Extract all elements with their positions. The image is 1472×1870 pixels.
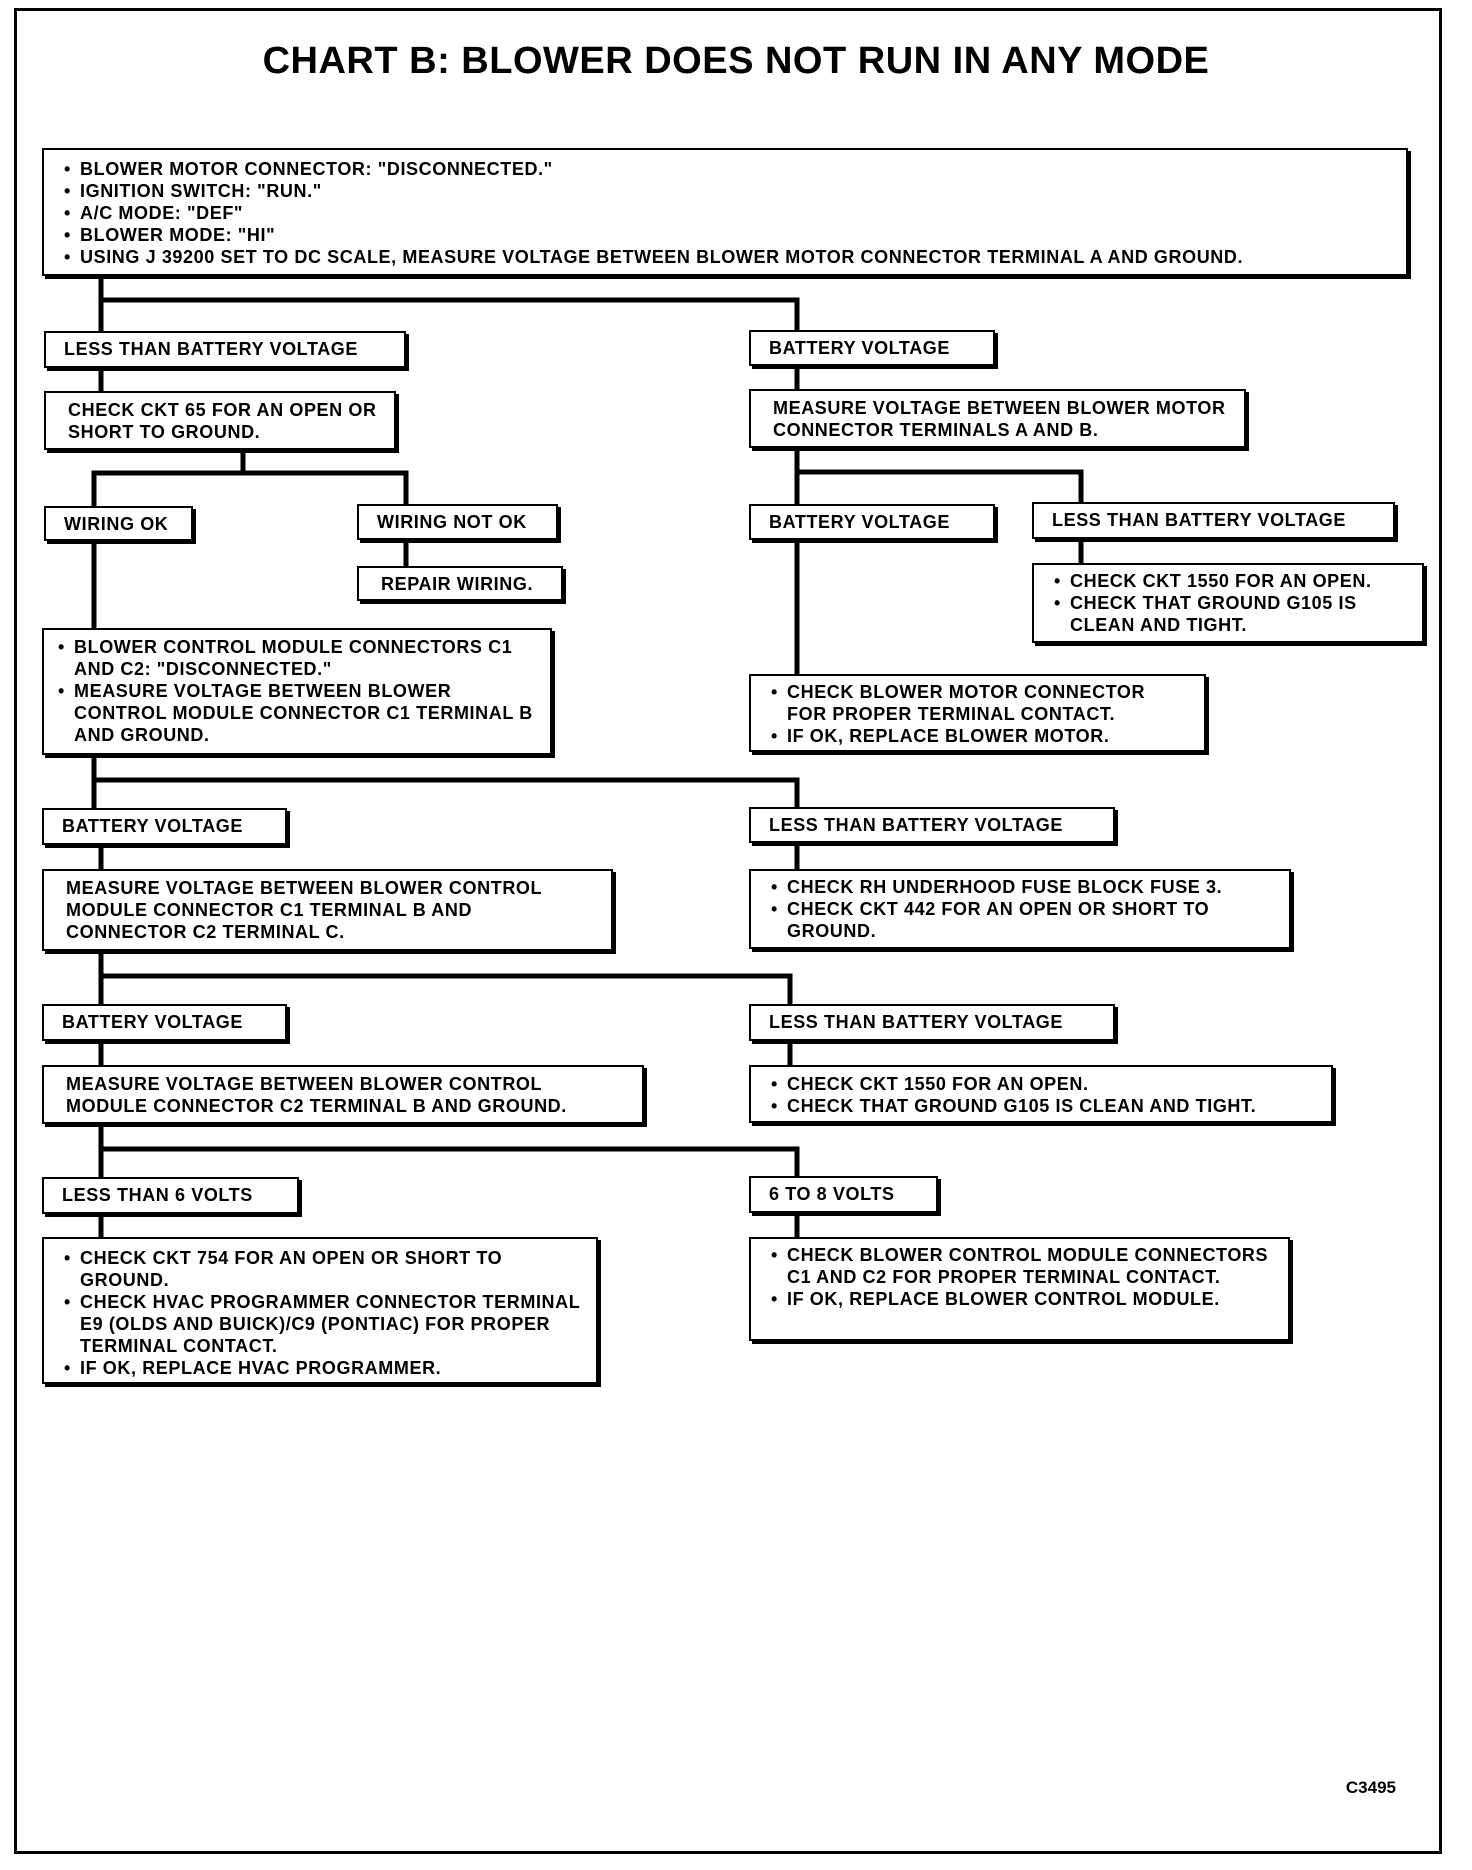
blower-module-connectors-box	[42, 628, 552, 755]
check-blower-module-box	[749, 1237, 1290, 1341]
less-than-battery-voltage-label: LESS THAN BATTERY VOLTAGE	[749, 807, 1115, 843]
start-item: • IGNITION SWITCH: "RUN."	[64, 180, 1392, 202]
step-item: • CHECK HVAC PROGRAMMER CONNECTOR TERMINAL E9 (OLDS AND BUICK)/C9 (PONTIAC) FOR PROPER TERMINAL CONTACT.	[64, 1291, 582, 1357]
measure-c1-c2-box: MEASURE VOLTAGE BETWEEN BLOWER CONTROL MODULE CONNECTOR C1 TERMINAL B AND CONNECTOR C2 TERMINAL C.	[42, 869, 613, 951]
start-box	[42, 148, 1408, 276]
step-item: • MEASURE VOLTAGE BETWEEN BLOWER CONTROL MODULE CONNECTOR C1 TERMINAL B AND GROUND.	[58, 680, 536, 746]
6-to-8-volts-label: 6 TO 8 VOLTS	[749, 1176, 938, 1213]
wiring-not-ok-label: WIRING NOT OK	[357, 504, 558, 540]
step-item: • BLOWER CONTROL MODULE CONNECTORS C1 AND C2: "DISCONNECTED."	[58, 636, 536, 680]
step-item: • CHECK CKT 1550 FOR AN OPEN.	[1054, 570, 1408, 592]
chart-title: CHART B: BLOWER DOES NOT RUN IN ANY MODE	[262, 40, 1210, 82]
less-than-battery-voltage-label: LESS THAN BATTERY VOLTAGE	[749, 1004, 1115, 1041]
step-item: • CHECK RH UNDERHOOD FUSE BLOCK FUSE 3.	[771, 876, 1275, 898]
start-item: • BLOWER MOTOR CONNECTOR: "DISCONNECTED."	[64, 158, 1392, 180]
step-item: • CHECK CKT 442 FOR AN OPEN OR SHORT TO GROUND.	[771, 898, 1275, 942]
start-item: • USING J 39200 SET TO DC SCALE, MEASURE VOLTAGE BETWEEN BLOWER MOTOR CONNECTOR TERMINAL A AND GROUND.	[64, 246, 1392, 268]
step-item: • CHECK BLOWER MOTOR CONNECTOR FOR PROPER TERMINAL CONTACT.	[771, 681, 1190, 725]
battery-voltage-label: BATTERY VOLTAGE	[42, 1004, 287, 1041]
step-item: • CHECK THAT GROUND G105 IS CLEAN AND TIGHT.	[1054, 592, 1408, 636]
battery-voltage-label: BATTERY VOLTAGE	[749, 330, 995, 366]
battery-voltage-label: BATTERY VOLTAGE	[749, 504, 995, 540]
measure-motor-ab-box: MEASURE VOLTAGE BETWEEN BLOWER MOTOR CONNECTOR TERMINALS A AND B.	[749, 389, 1246, 448]
step-item: • IF OK, REPLACE BLOWER MOTOR.	[771, 725, 1190, 747]
figure-code: C3495	[1345, 1778, 1396, 1797]
check-blower-motor-box	[749, 674, 1206, 752]
check-ckt1550-box	[1032, 563, 1424, 643]
step-item: • CHECK CKT 1550 FOR AN OPEN.	[771, 1073, 1317, 1095]
less-than-battery-voltage-label: LESS THAN BATTERY VOLTAGE	[1032, 502, 1395, 539]
check-ckt1550-box	[749, 1065, 1333, 1123]
wiring-ok-label: WIRING OK	[44, 506, 193, 541]
less-than-battery-voltage-label: LESS THAN BATTERY VOLTAGE	[44, 331, 406, 368]
check-ckt65-box: CHECK CKT 65 FOR AN OPEN OR SHORT TO GROUND.	[44, 391, 396, 450]
start-item: • A/C MODE: "DEF"	[64, 202, 1392, 224]
check-fuse-box	[749, 869, 1291, 949]
start-item: • BLOWER MODE: "HI"	[64, 224, 1392, 246]
check-ckt754-box	[42, 1237, 598, 1384]
step-item: • IF OK, REPLACE HVAC PROGRAMMER.	[64, 1357, 582, 1379]
step-item: • IF OK, REPLACE BLOWER CONTROL MODULE.	[771, 1288, 1274, 1310]
repair-wiring-box: REPAIR WIRING.	[357, 566, 563, 601]
step-item: • CHECK CKT 754 FOR AN OPEN OR SHORT TO GROUND.	[64, 1247, 582, 1291]
battery-voltage-label: BATTERY VOLTAGE	[42, 808, 287, 845]
measure-c2-ground-box: MEASURE VOLTAGE BETWEEN BLOWER CONTROL MODULE CONNECTOR C2 TERMINAL B AND GROUND.	[42, 1065, 644, 1124]
step-item: • CHECK BLOWER CONTROL MODULE CONNECTORS C1 AND C2 FOR PROPER TERMINAL CONTACT.	[771, 1244, 1274, 1288]
less-than-6-volts-label: LESS THAN 6 VOLTS	[42, 1177, 299, 1214]
step-item: • CHECK THAT GROUND G105 IS CLEAN AND TIGHT.	[771, 1095, 1317, 1117]
